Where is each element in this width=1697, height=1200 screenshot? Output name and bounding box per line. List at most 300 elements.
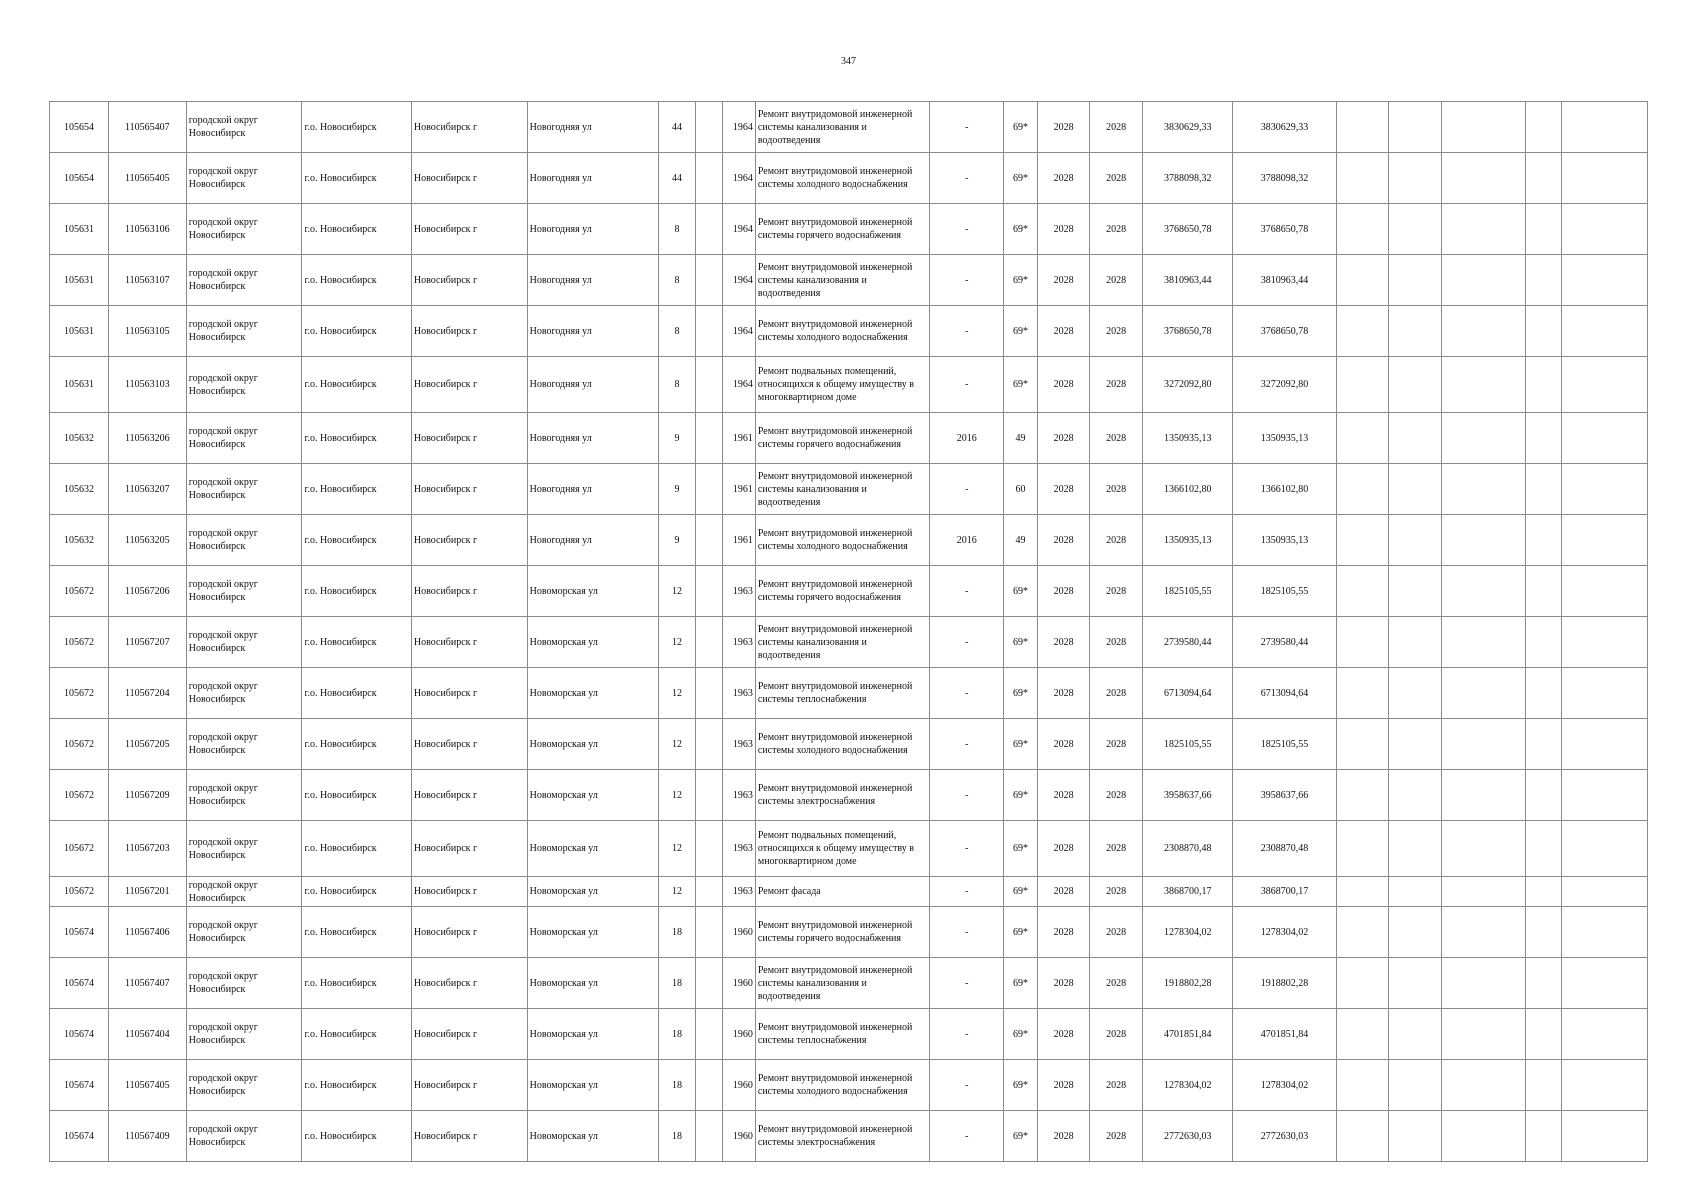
cell-building [695, 102, 722, 153]
cell-year: 1960 [723, 907, 756, 958]
cell-year: 1960 [723, 1111, 756, 1162]
cell-municipality: г.о. Новосибирск [302, 153, 411, 204]
cell-year: 1964 [723, 357, 756, 413]
cell-cost2: 1918802,28 [1233, 958, 1336, 1009]
cell-building [695, 153, 722, 204]
cell-city: Новосибирск г [411, 357, 527, 413]
table-row [50, 877, 1648, 907]
cell-house: 18 [659, 1060, 696, 1111]
cell-wear: 69* [1004, 907, 1038, 958]
cell-code: 110567406 [108, 907, 186, 958]
cell-plan-year2: 2028 [1090, 102, 1143, 153]
cell-plan-year2: 2028 [1090, 907, 1143, 958]
cell-year: 1960 [723, 958, 756, 1009]
cell-empty [1389, 1111, 1442, 1162]
cell-plan-year: 2028 [1037, 907, 1090, 958]
cell-city: Новосибирск г [411, 617, 527, 668]
cell-empty [1389, 357, 1442, 413]
cell-cost: 3868700,17 [1142, 877, 1232, 907]
cell-empty [1525, 668, 1561, 719]
cell-house: 18 [659, 1009, 696, 1060]
cell-empty [1561, 413, 1647, 464]
cell-street: Новогодняя ул [527, 153, 659, 204]
cell-id: 105672 [50, 617, 109, 668]
cell-year: 1963 [723, 877, 756, 907]
repair-program-table [49, 101, 1648, 1162]
cell-wear: 69* [1004, 357, 1038, 413]
cell-empty [1389, 958, 1442, 1009]
cell-plan-year: 2028 [1037, 357, 1090, 413]
cell-empty [1336, 515, 1389, 566]
cell-empty [1389, 821, 1442, 877]
cell-building [695, 668, 722, 719]
cell-empty [1525, 770, 1561, 821]
cell-cost2: 1366102,80 [1233, 464, 1336, 515]
cell-empty [1441, 1111, 1525, 1162]
cell-district: городской округ Новосибирск [186, 153, 302, 204]
cell-cost2: 1278304,02 [1233, 907, 1336, 958]
cell-prev-year: - [930, 1009, 1004, 1060]
cell-wear: 69* [1004, 1009, 1038, 1060]
cell-city: Новосибирск г [411, 668, 527, 719]
cell-wear: 69* [1004, 617, 1038, 668]
cell-municipality: г.о. Новосибирск [302, 770, 411, 821]
cell-year: 1964 [723, 306, 756, 357]
cell-cost: 3768650,78 [1142, 306, 1232, 357]
cell-house: 8 [659, 306, 696, 357]
cell-plan-year2: 2028 [1090, 617, 1143, 668]
cell-street: Новоморская ул [527, 770, 659, 821]
cell-prev-year: - [930, 668, 1004, 719]
cell-house: 12 [659, 617, 696, 668]
cell-empty [1561, 515, 1647, 566]
cell-city: Новосибирск г [411, 821, 527, 877]
table-row [50, 515, 1648, 566]
cell-building [695, 877, 722, 907]
cell-empty [1441, 306, 1525, 357]
cell-municipality: г.о. Новосибирск [302, 877, 411, 907]
cell-plan-year2: 2028 [1090, 306, 1143, 357]
cell-code: 110563103 [108, 357, 186, 413]
cell-house: 18 [659, 1111, 696, 1162]
cell-work: Ремонт подвальных помещений, относящихся к общему имуществу в многоквартирном доме [755, 357, 930, 413]
cell-plan-year: 2028 [1037, 958, 1090, 1009]
cell-municipality: г.о. Новосибирск [302, 958, 411, 1009]
cell-cost2: 2772630,03 [1233, 1111, 1336, 1162]
cell-prev-year: - [930, 770, 1004, 821]
cell-work: Ремонт внутридомовой инженерной системы электроснабжения [755, 770, 930, 821]
cell-empty [1336, 357, 1389, 413]
cell-year: 1963 [723, 566, 756, 617]
cell-plan-year2: 2028 [1090, 1111, 1143, 1162]
cell-work: Ремонт внутридомовой инженерной системы канализования и водоотведения [755, 958, 930, 1009]
table-row [50, 1111, 1648, 1162]
cell-id: 105672 [50, 821, 109, 877]
cell-empty [1389, 566, 1442, 617]
cell-city: Новосибирск г [411, 719, 527, 770]
cell-id: 105631 [50, 306, 109, 357]
table-row [50, 306, 1648, 357]
cell-empty [1389, 255, 1442, 306]
cell-plan-year: 2028 [1037, 668, 1090, 719]
cell-empty [1389, 204, 1442, 255]
cell-district: городской округ Новосибирск [186, 719, 302, 770]
cell-empty [1336, 464, 1389, 515]
cell-cost2: 1825105,55 [1233, 719, 1336, 770]
cell-empty [1441, 204, 1525, 255]
cell-municipality: г.о. Новосибирск [302, 1009, 411, 1060]
cell-id: 105632 [50, 464, 109, 515]
cell-code: 110567207 [108, 617, 186, 668]
cell-plan-year2: 2028 [1090, 877, 1143, 907]
cell-plan-year: 2028 [1037, 877, 1090, 907]
cell-id: 105672 [50, 566, 109, 617]
cell-municipality: г.о. Новосибирск [302, 357, 411, 413]
cell-district: городской округ Новосибирск [186, 357, 302, 413]
cell-plan-year: 2028 [1037, 413, 1090, 464]
cell-id: 105674 [50, 1111, 109, 1162]
cell-street: Новоморская ул [527, 958, 659, 1009]
cell-empty [1441, 566, 1525, 617]
cell-empty [1441, 719, 1525, 770]
cell-empty [1336, 1111, 1389, 1162]
table-row [50, 770, 1648, 821]
cell-municipality: г.о. Новосибирск [302, 1060, 411, 1111]
cell-code: 110563107 [108, 255, 186, 306]
cell-plan-year: 2028 [1037, 1111, 1090, 1162]
cell-cost: 1278304,02 [1142, 907, 1232, 958]
cell-id: 105631 [50, 357, 109, 413]
cell-empty [1441, 668, 1525, 719]
cell-house: 8 [659, 357, 696, 413]
cell-district: городской округ Новосибирск [186, 515, 302, 566]
cell-city: Новосибирск г [411, 1111, 527, 1162]
cell-empty [1525, 719, 1561, 770]
cell-building [695, 204, 722, 255]
cell-empty [1525, 255, 1561, 306]
cell-empty [1525, 306, 1561, 357]
cell-district: городской округ Новосибирск [186, 413, 302, 464]
cell-wear: 69* [1004, 566, 1038, 617]
cell-empty [1336, 958, 1389, 1009]
table-row [50, 566, 1648, 617]
cell-empty [1525, 907, 1561, 958]
cell-city: Новосибирск г [411, 306, 527, 357]
cell-plan-year2: 2028 [1090, 464, 1143, 515]
cell-cost2: 3768650,78 [1233, 204, 1336, 255]
cell-district: городской округ Новосибирск [186, 306, 302, 357]
cell-empty [1525, 1111, 1561, 1162]
table-row [50, 255, 1648, 306]
cell-district: городской округ Новосибирск [186, 1060, 302, 1111]
cell-empty [1336, 907, 1389, 958]
cell-building [695, 306, 722, 357]
cell-house: 9 [659, 515, 696, 566]
cell-empty [1525, 464, 1561, 515]
cell-empty [1561, 877, 1647, 907]
cell-cost2: 3272092,80 [1233, 357, 1336, 413]
cell-cost: 2308870,48 [1142, 821, 1232, 877]
cell-district: городской округ Новосибирск [186, 958, 302, 1009]
cell-cost: 1350935,13 [1142, 515, 1232, 566]
cell-code: 110563106 [108, 204, 186, 255]
cell-empty [1336, 204, 1389, 255]
cell-city: Новосибирск г [411, 877, 527, 907]
cell-cost2: 1278304,02 [1233, 1060, 1336, 1111]
cell-street: Новоморская ул [527, 1111, 659, 1162]
cell-empty [1389, 413, 1442, 464]
cell-wear: 69* [1004, 153, 1038, 204]
cell-house: 8 [659, 255, 696, 306]
cell-prev-year: - [930, 357, 1004, 413]
cell-municipality: г.о. Новосибирск [302, 719, 411, 770]
cell-empty [1561, 566, 1647, 617]
cell-year: 1963 [723, 770, 756, 821]
cell-cost: 1918802,28 [1142, 958, 1232, 1009]
cell-empty [1525, 1009, 1561, 1060]
cell-wear: 69* [1004, 821, 1038, 877]
cell-empty [1336, 770, 1389, 821]
cell-empty [1561, 102, 1647, 153]
cell-empty [1441, 1060, 1525, 1111]
cell-street: Новоморская ул [527, 1060, 659, 1111]
cell-municipality: г.о. Новосибирск [302, 306, 411, 357]
cell-street: Новоморская ул [527, 1009, 659, 1060]
cell-municipality: г.о. Новосибирск [302, 464, 411, 515]
cell-empty [1561, 821, 1647, 877]
cell-municipality: г.о. Новосибирск [302, 515, 411, 566]
cell-wear: 60 [1004, 464, 1038, 515]
cell-street: Новогодняя ул [527, 102, 659, 153]
table-row [50, 153, 1648, 204]
cell-id: 105674 [50, 958, 109, 1009]
cell-street: Новогодняя ул [527, 413, 659, 464]
cell-plan-year2: 2028 [1090, 204, 1143, 255]
cell-empty [1561, 617, 1647, 668]
cell-empty [1561, 306, 1647, 357]
cell-cost: 3768650,78 [1142, 204, 1232, 255]
cell-building [695, 1111, 722, 1162]
cell-empty [1389, 306, 1442, 357]
cell-code: 110567206 [108, 566, 186, 617]
cell-plan-year2: 2028 [1090, 719, 1143, 770]
cell-year: 1960 [723, 1009, 756, 1060]
cell-building [695, 907, 722, 958]
cell-empty [1525, 617, 1561, 668]
cell-building [695, 357, 722, 413]
cell-district: городской округ Новосибирск [186, 821, 302, 877]
cell-empty [1336, 413, 1389, 464]
cell-building [695, 413, 722, 464]
cell-house: 44 [659, 102, 696, 153]
cell-street: Новоморская ул [527, 877, 659, 907]
cell-empty [1389, 464, 1442, 515]
cell-prev-year: - [930, 1111, 1004, 1162]
cell-id: 105672 [50, 877, 109, 907]
cell-prev-year: - [930, 102, 1004, 153]
cell-empty [1561, 1060, 1647, 1111]
cell-prev-year: - [930, 821, 1004, 877]
cell-empty [1336, 102, 1389, 153]
cell-street: Новоморская ул [527, 617, 659, 668]
cell-cost2: 3958637,66 [1233, 770, 1336, 821]
cell-year: 1963 [723, 719, 756, 770]
cell-year: 1961 [723, 464, 756, 515]
cell-cost: 1366102,80 [1142, 464, 1232, 515]
cell-work: Ремонт внутридомовой инженерной системы канализования и водоотведения [755, 617, 930, 668]
table-row [50, 668, 1648, 719]
cell-empty [1525, 821, 1561, 877]
cell-building [695, 566, 722, 617]
cell-empty [1525, 566, 1561, 617]
cell-prev-year: - [930, 566, 1004, 617]
cell-prev-year: - [930, 1060, 1004, 1111]
cell-cost: 3810963,44 [1142, 255, 1232, 306]
cell-year: 1963 [723, 821, 756, 877]
cell-empty [1441, 413, 1525, 464]
cell-prev-year: - [930, 719, 1004, 770]
cell-year: 1961 [723, 413, 756, 464]
cell-prev-year: - [930, 617, 1004, 668]
cell-cost: 6713094,64 [1142, 668, 1232, 719]
cell-city: Новосибирск г [411, 1060, 527, 1111]
cell-code: 110563206 [108, 413, 186, 464]
cell-empty [1441, 877, 1525, 907]
cell-work: Ремонт внутридомовой инженерной системы электроснабжения [755, 1111, 930, 1162]
cell-street: Новогодняя ул [527, 357, 659, 413]
cell-city: Новосибирск г [411, 566, 527, 617]
cell-empty [1525, 958, 1561, 1009]
cell-wear: 49 [1004, 413, 1038, 464]
cell-plan-year: 2028 [1037, 566, 1090, 617]
cell-house: 18 [659, 907, 696, 958]
cell-prev-year: - [930, 464, 1004, 515]
cell-prev-year: - [930, 153, 1004, 204]
cell-street: Новогодняя ул [527, 255, 659, 306]
cell-district: городской округ Новосибирск [186, 102, 302, 153]
table-row [50, 958, 1648, 1009]
cell-district: городской округ Новосибирск [186, 617, 302, 668]
cell-plan-year: 2028 [1037, 204, 1090, 255]
cell-work: Ремонт внутридомовой инженерной системы канализования и водоотведения [755, 255, 930, 306]
cell-cost2: 6713094,64 [1233, 668, 1336, 719]
cell-empty [1441, 617, 1525, 668]
cell-city: Новосибирск г [411, 153, 527, 204]
cell-wear: 69* [1004, 770, 1038, 821]
cell-building [695, 770, 722, 821]
cell-building [695, 719, 722, 770]
cell-street: Новоморская ул [527, 907, 659, 958]
cell-work: Ремонт подвальных помещений, относящихся к общему имуществу в многоквартирном доме [755, 821, 930, 877]
cell-wear: 69* [1004, 255, 1038, 306]
cell-plan-year: 2028 [1037, 1060, 1090, 1111]
cell-empty [1389, 102, 1442, 153]
cell-id: 105674 [50, 1060, 109, 1111]
cell-street: Новогодняя ул [527, 464, 659, 515]
cell-plan-year: 2028 [1037, 153, 1090, 204]
cell-house: 12 [659, 877, 696, 907]
cell-empty [1525, 1060, 1561, 1111]
cell-code: 110567404 [108, 1009, 186, 1060]
cell-empty [1441, 255, 1525, 306]
cell-work: Ремонт внутридомовой инженерной системы теплоснабжения [755, 1009, 930, 1060]
cell-empty [1441, 1009, 1525, 1060]
table-row [50, 204, 1648, 255]
cell-house: 8 [659, 204, 696, 255]
cell-street: Новоморская ул [527, 719, 659, 770]
cell-empty [1561, 357, 1647, 413]
cell-empty [1525, 515, 1561, 566]
cell-street: Новоморская ул [527, 566, 659, 617]
cell-id: 105632 [50, 413, 109, 464]
cell-empty [1336, 668, 1389, 719]
cell-empty [1389, 877, 1442, 907]
cell-empty [1389, 668, 1442, 719]
cell-house: 12 [659, 821, 696, 877]
cell-district: городской округ Новосибирск [186, 1111, 302, 1162]
cell-wear: 49 [1004, 515, 1038, 566]
cell-work: Ремонт внутридомовой инженерной системы горячего водоснабжения [755, 907, 930, 958]
cell-empty [1525, 357, 1561, 413]
cell-district: городской округ Новосибирск [186, 877, 302, 907]
cell-empty [1336, 153, 1389, 204]
cell-id: 105672 [50, 770, 109, 821]
cell-prev-year: - [930, 877, 1004, 907]
cell-plan-year: 2028 [1037, 719, 1090, 770]
cell-wear: 69* [1004, 877, 1038, 907]
cell-year: 1964 [723, 102, 756, 153]
cell-empty [1336, 1009, 1389, 1060]
cell-municipality: г.о. Новосибирск [302, 617, 411, 668]
cell-empty [1525, 102, 1561, 153]
cell-work: Ремонт внутридомовой инженерной системы канализования и водоотведения [755, 464, 930, 515]
cell-cost: 3830629,33 [1142, 102, 1232, 153]
cell-code: 110565405 [108, 153, 186, 204]
cell-code: 110567203 [108, 821, 186, 877]
cell-empty [1389, 1009, 1442, 1060]
cell-wear: 69* [1004, 719, 1038, 770]
cell-empty [1525, 153, 1561, 204]
table-row [50, 464, 1648, 515]
cell-code: 110563105 [108, 306, 186, 357]
cell-plan-year: 2028 [1037, 770, 1090, 821]
cell-city: Новосибирск г [411, 255, 527, 306]
cell-street: Новогодняя ул [527, 204, 659, 255]
cell-district: городской округ Новосибирск [186, 204, 302, 255]
cell-plan-year2: 2028 [1090, 770, 1143, 821]
table-row [50, 821, 1648, 877]
cell-wear: 69* [1004, 204, 1038, 255]
cell-plan-year2: 2028 [1090, 515, 1143, 566]
cell-empty [1561, 1009, 1647, 1060]
table-row [50, 102, 1648, 153]
cell-street: Новогодняя ул [527, 306, 659, 357]
cell-district: городской округ Новосибирск [186, 566, 302, 617]
cell-code: 110565407 [108, 102, 186, 153]
cell-prev-year: 2016 [930, 515, 1004, 566]
cell-house: 18 [659, 958, 696, 1009]
cell-city: Новосибирск г [411, 907, 527, 958]
cell-work: Ремонт внутридомовой инженерной системы горячего водоснабжения [755, 413, 930, 464]
cell-id: 105654 [50, 102, 109, 153]
cell-cost2: 1825105,55 [1233, 566, 1336, 617]
cell-work: Ремонт внутридомовой инженерной системы канализования и водоотведения [755, 102, 930, 153]
cell-empty [1441, 102, 1525, 153]
cell-city: Новосибирск г [411, 1009, 527, 1060]
page-number: 347 [841, 56, 856, 67]
cell-empty [1389, 907, 1442, 958]
cell-district: городской округ Новосибирск [186, 464, 302, 515]
